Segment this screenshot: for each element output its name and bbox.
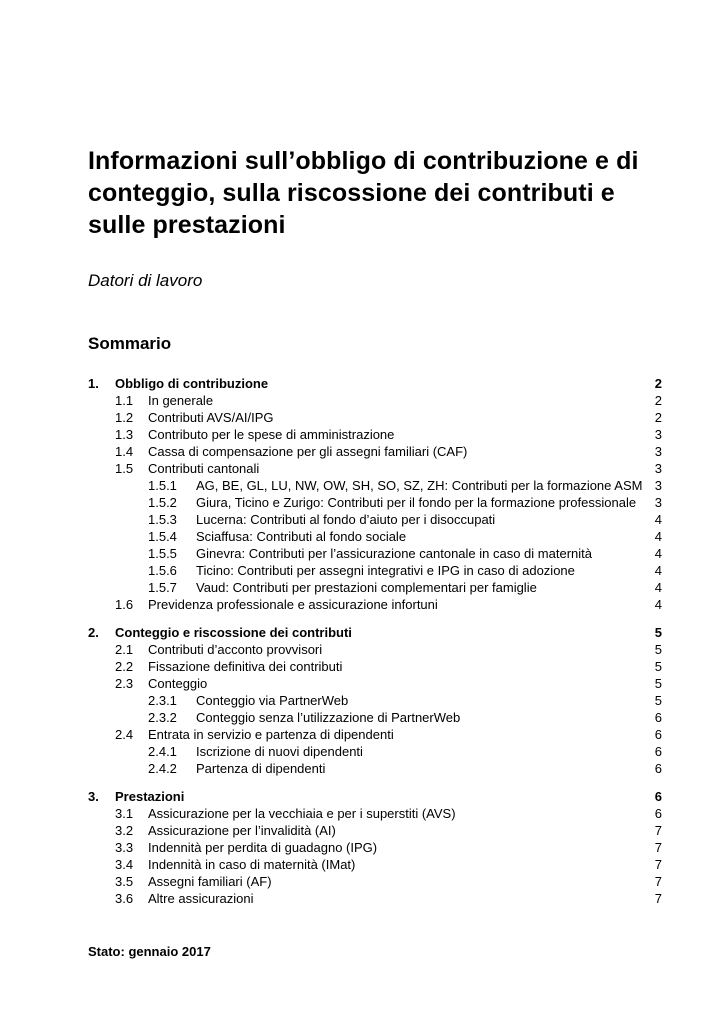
- toc-row: [88, 624, 662, 641]
- toc-entry-label: Conteggio via PartnerWeb: [196, 693, 349, 708]
- toc-entry-label: Partenza di dipendenti: [196, 761, 326, 776]
- toc-row: [88, 726, 662, 743]
- document-status-line: Stato: gennaio 2017: [88, 944, 211, 959]
- toc-entry-label: Prestazioni: [115, 789, 185, 804]
- toc-entry-number: 3.6: [115, 891, 134, 906]
- toc-entry-number: 2.2: [115, 659, 134, 674]
- toc-entry-page-number: 2: [654, 410, 662, 425]
- toc-entry-number: 1.5: [115, 461, 134, 476]
- toc-row: [88, 392, 662, 409]
- toc-entry-page-number: 2: [654, 376, 662, 391]
- toc-entry-label: Conteggio: [148, 676, 208, 691]
- toc-row: [88, 579, 662, 596]
- toc-row: [88, 477, 662, 494]
- toc-entry-label: Obbligo di contribuzione: [115, 376, 269, 391]
- toc-row: [88, 805, 662, 822]
- toc-entry-number: 1.1: [115, 393, 134, 408]
- toc-row: [88, 890, 662, 907]
- toc-entry-number: 2.1: [115, 642, 134, 657]
- toc-entry-number: 1.5.2: [148, 495, 177, 510]
- toc-entry-page-number: 5: [654, 625, 662, 640]
- toc-row: [88, 822, 662, 839]
- toc-entry-label: Vaud: Contributi per prestazioni complementari per famiglie: [196, 580, 537, 595]
- toc-entry-number: 3.3: [115, 840, 134, 855]
- toc-entry-page-number: 6: [654, 789, 662, 804]
- toc-entry-label: Ticino: Contributi per assegni integrativi e IPG in caso di adozione: [196, 563, 575, 578]
- toc-row: [88, 788, 662, 805]
- toc-entry-label: Assicurazione per la vecchiaia e per i superstiti (AVS): [148, 806, 456, 821]
- toc-entry-number: 2.4.2: [148, 761, 177, 776]
- toc-entry-page-number: 7: [654, 857, 662, 872]
- toc-entry-page-number: 7: [654, 891, 662, 906]
- toc-entry-page-number: 7: [654, 874, 662, 889]
- toc-entry-number: 3.: [88, 789, 99, 804]
- toc-entry-page-number: 3: [654, 495, 662, 510]
- toc-row: [88, 856, 662, 873]
- toc-entry-page-number: 5: [654, 693, 662, 708]
- toc-entry-number: 2.4: [115, 727, 134, 742]
- toc-entry-number: 3.2: [115, 823, 134, 838]
- page-title: Informazioni sull’obbligo di contribuzione e di conteggio, sulla riscossione dei contributi e sulle prestazioni: [88, 147, 639, 239]
- toc-entry-page-number: 6: [654, 744, 662, 759]
- toc-entry-page-number: 7: [654, 840, 662, 855]
- toc-entry-label: Indennità in caso di maternità (IMat): [148, 857, 356, 872]
- toc-entry-page-number: 6: [654, 761, 662, 776]
- toc-row: [88, 760, 662, 777]
- toc-entry-number: 1.5.6: [148, 563, 177, 578]
- toc-entry-number: 1.3: [115, 427, 134, 442]
- toc-entry-number: 2.3: [115, 676, 134, 691]
- toc-row: [88, 494, 662, 511]
- toc-entry-label: Contributi AVS/AI/IPG: [148, 410, 274, 425]
- toc-row: [88, 511, 662, 528]
- toc-entry-label: Contributo per le spese di amministrazione: [148, 427, 395, 442]
- toc-entry-number: 1.5.5: [148, 546, 177, 561]
- toc-entry-page-number: 4: [654, 597, 662, 612]
- toc-row: [88, 641, 662, 658]
- toc-entry-label: Giura, Ticino e Zurigo: Contributi per il fondo per la formazione professionale: [196, 495, 637, 510]
- toc-entry-number: 1.5.7: [148, 580, 177, 595]
- toc-entry-number: 3.5: [115, 874, 134, 889]
- toc-entry-page-number: 2: [654, 393, 662, 408]
- toc-row: [88, 658, 662, 675]
- toc-row: [88, 873, 662, 890]
- toc-entry-number: 1.2: [115, 410, 134, 425]
- toc-entry-page-number: 5: [654, 676, 662, 691]
- toc-row: [88, 596, 662, 613]
- toc-entry-number: 3.4: [115, 857, 134, 872]
- toc-entry-number: 2.: [88, 625, 99, 640]
- toc-entry-page-number: 3: [654, 427, 662, 442]
- toc-entry-number: 2.3.2: [148, 710, 177, 725]
- toc-entry-number: 3.1: [115, 806, 134, 821]
- toc-entry-label: Fissazione definitiva dei contributi: [148, 659, 343, 674]
- toc-row: [88, 709, 662, 726]
- page-subtitle: Datori di lavoro: [88, 271, 203, 290]
- toc-entry-label: Lucerna: Contributi al fondo d’aiuto per i disoccupati: [196, 512, 496, 527]
- toc-row: [88, 375, 662, 392]
- toc-row: [88, 743, 662, 760]
- toc-entry-label: Indennità per perdita di guadagno (IPG): [148, 840, 378, 855]
- toc-entry-number: 1.4: [115, 444, 134, 459]
- toc-entry-label: Contributi d’acconto provvisori: [148, 642, 323, 657]
- toc-entry-page-number: 4: [654, 529, 662, 544]
- toc-entry-label: In generale: [148, 393, 214, 408]
- toc-entry-label: Assicurazione per l’invalidità (AI): [148, 823, 336, 838]
- toc-entry-number: 1.5.1: [148, 478, 177, 493]
- toc-entry-page-number: 4: [654, 546, 662, 561]
- toc-row: [88, 409, 662, 426]
- toc-entry-label: Sciaffusa: Contributi al fondo sociale: [196, 529, 407, 544]
- toc-entry-page-number: 5: [654, 659, 662, 674]
- toc-entry-label: Ginevra: Contributi per l’assicurazione cantonale in caso di maternità: [196, 546, 592, 561]
- toc-entry-number: 1.5.3: [148, 512, 177, 527]
- toc-entry-label: Previdenza professionale e assicurazione infortuni: [148, 597, 438, 612]
- toc-entry-page-number: 3: [654, 478, 662, 493]
- toc-entry-page-number: 4: [654, 563, 662, 578]
- toc-row: [88, 545, 662, 562]
- toc-row: [88, 443, 662, 460]
- toc-row: [88, 692, 662, 709]
- toc-row: [88, 528, 662, 545]
- toc-entry-label: Assegni familiari (AF): [148, 874, 272, 889]
- toc-entry-number: 1.6: [115, 597, 134, 612]
- toc-row: [88, 460, 662, 477]
- toc-entry-label: Conteggio e riscossione dei contributi: [115, 625, 352, 640]
- toc-row: [88, 839, 662, 856]
- toc-entry-page-number: 5: [654, 642, 662, 657]
- toc-entry-label: Contributi cantonali: [148, 461, 260, 476]
- toc-heading: Sommario: [88, 334, 172, 353]
- toc-entry-number: 1.: [88, 376, 99, 391]
- toc-entry-label: Altre assicurazioni: [148, 891, 254, 906]
- toc-list: [88, 375, 662, 907]
- toc-entry-number: 2.3.1: [148, 693, 177, 708]
- toc-entry-number: 1.5.4: [148, 529, 177, 544]
- toc-row: [88, 426, 662, 443]
- toc-entry-label: Iscrizione di nuovi dipendenti: [196, 744, 363, 759]
- toc-entry-label: AG, BE, GL, LU, NW, OW, SH, SO, SZ, ZH: Contributi per la formazione ASM: [196, 478, 643, 493]
- toc-entry-page-number: 3: [654, 461, 662, 476]
- toc-entry-label: Cassa di compensazione per gli assegni familiari (CAF): [148, 444, 468, 459]
- toc-entry-number: 2.4.1: [148, 744, 177, 759]
- toc-row: [88, 562, 662, 579]
- toc-entry-page-number: 6: [654, 806, 662, 821]
- toc-entry-page-number: 3: [654, 444, 662, 459]
- toc-entry-label: Conteggio senza l’utilizzazione di PartnerWeb: [196, 710, 461, 725]
- toc-entry-page-number: 6: [654, 727, 662, 742]
- toc-entry-page-number: 4: [654, 580, 662, 595]
- toc-entry-page-number: 4: [654, 512, 662, 527]
- toc-entry-page-number: 7: [654, 823, 662, 838]
- toc-row: [88, 675, 662, 692]
- toc-entry-page-number: 6: [654, 710, 662, 725]
- toc-entry-label: Entrata in servizio e partenza di dipendenti: [148, 727, 394, 742]
